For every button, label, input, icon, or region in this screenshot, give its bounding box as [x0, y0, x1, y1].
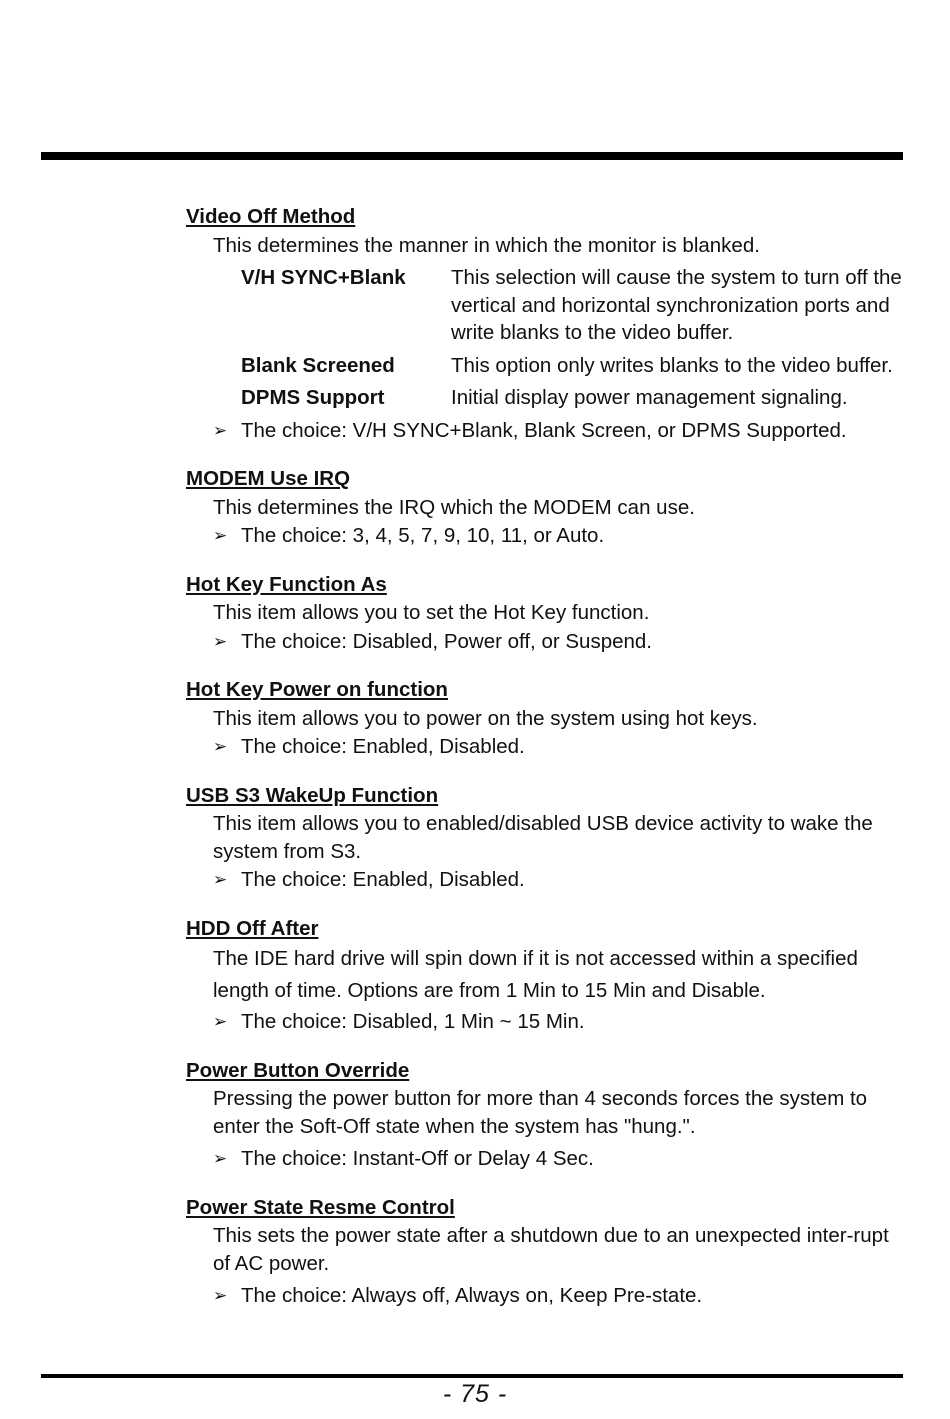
section-hdd-off-after — [186, 915, 906, 1036]
choice-text: The choice: V/H SYNC+Blank, Blank Screen, or DPMS Supported. — [241, 418, 847, 442]
section-hot-key-function-as — [186, 571, 906, 656]
arrow-bullet-icon: ➢ — [213, 526, 228, 545]
arrow-bullet-icon: ➢ — [213, 420, 228, 440]
section-power-state-resume-control — [186, 1194, 906, 1310]
choice-line — [213, 1282, 906, 1310]
choice-text: The choice: Enabled, Disabled. — [241, 735, 525, 758]
arrow-bullet-icon: ➢ — [213, 1149, 228, 1168]
option-term: Blank Screened — [241, 353, 395, 377]
choice-line — [213, 1145, 906, 1173]
choice-line — [213, 733, 906, 761]
section-heading: Hot Key Function As — [186, 572, 387, 596]
choice-line — [213, 866, 906, 894]
section-heading: Hot Key Power on function — [186, 678, 448, 701]
choice-text: The choice: Instant-Off or Delay 4 Sec. — [241, 1147, 594, 1170]
choice-text: The choice: Disabled, 1 Min ~ 15 Min. — [241, 1010, 585, 1033]
option-row — [241, 384, 906, 412]
section-description: This sets the power state after a shutdown due to an unexpected inter-rupt of AC power. — [213, 1224, 889, 1275]
arrow-bullet-icon: ➢ — [213, 870, 228, 889]
section-hot-key-power-on — [186, 676, 906, 761]
top-rule — [41, 152, 903, 160]
section-heading: USB S3 WakeUp Function — [186, 783, 439, 807]
section-description: Pressing the power button for more than 4 seconds forces the system to enter the Soft-Off state when the system has "hung.". — [213, 1087, 868, 1138]
page-number: - 75 - — [442, 1380, 508, 1408]
section-video-off-method — [186, 203, 906, 444]
section-heading: Power State Resme Control — [186, 1195, 455, 1219]
arrow-bullet-icon: ➢ — [213, 737, 228, 756]
choice-line — [213, 628, 906, 656]
section-modem-use-irq — [186, 465, 906, 550]
choice-line — [213, 522, 906, 550]
section-heading: Power Button Override — [186, 1058, 410, 1082]
section-description: This item allows you to enabled/disabled USB device activity to wake the system from S3. — [213, 812, 873, 863]
choice-text: The choice: 3, 4, 5, 7, 9, 10, 11, or Auto. — [241, 524, 605, 547]
section-description: This item allows you to power on the system using hot keys. — [213, 706, 758, 730]
choice-text: The choice: Always off, Always on, Keep Pre-state. — [241, 1284, 703, 1307]
option-row — [241, 352, 906, 380]
section-description: The IDE hard drive will spin down if it is not accessed within a specified length of time. Options are from 1 Min to 15 Min and Disable. — [213, 947, 858, 1002]
option-definition: Initial display power management signaling. — [451, 386, 848, 409]
choice-line — [213, 417, 906, 445]
option-definition: This selection will cause the system to turn off the vertical and horizontal synchronization ports and write blanks to the video buffer. — [451, 266, 902, 344]
section-description: This determines the IRQ which the MODEM can use. — [213, 495, 695, 519]
section-power-button-override — [186, 1057, 906, 1173]
choice-text: The choice: Disabled, Power off, or Suspend. — [241, 629, 652, 653]
option-term: V/H SYNC+Blank — [241, 266, 406, 289]
option-table — [241, 264, 906, 412]
arrow-bullet-icon: ➢ — [213, 1012, 228, 1031]
option-definition: This option only writes blanks to the video buffer. — [451, 353, 893, 377]
section-heading: MODEM Use IRQ — [186, 467, 351, 490]
section-description: This item allows you to set the Hot Key function. — [213, 601, 650, 624]
option-term: DPMS Support — [241, 386, 385, 409]
section-heading: Video Off Method — [186, 205, 356, 228]
manual-content — [186, 203, 906, 1331]
choice-line — [213, 1008, 906, 1036]
arrow-bullet-icon: ➢ — [213, 631, 228, 651]
option-row — [241, 264, 906, 347]
section-description: This determines the manner in which the monitor is blanked. — [213, 233, 760, 257]
section-heading: HDD Off After — [186, 916, 319, 940]
section-usb-s3-wakeup — [186, 782, 906, 894]
arrow-bullet-icon: ➢ — [213, 1286, 228, 1305]
bottom-rule — [41, 1374, 903, 1378]
choice-text: The choice: Enabled, Disabled. — [241, 868, 525, 891]
